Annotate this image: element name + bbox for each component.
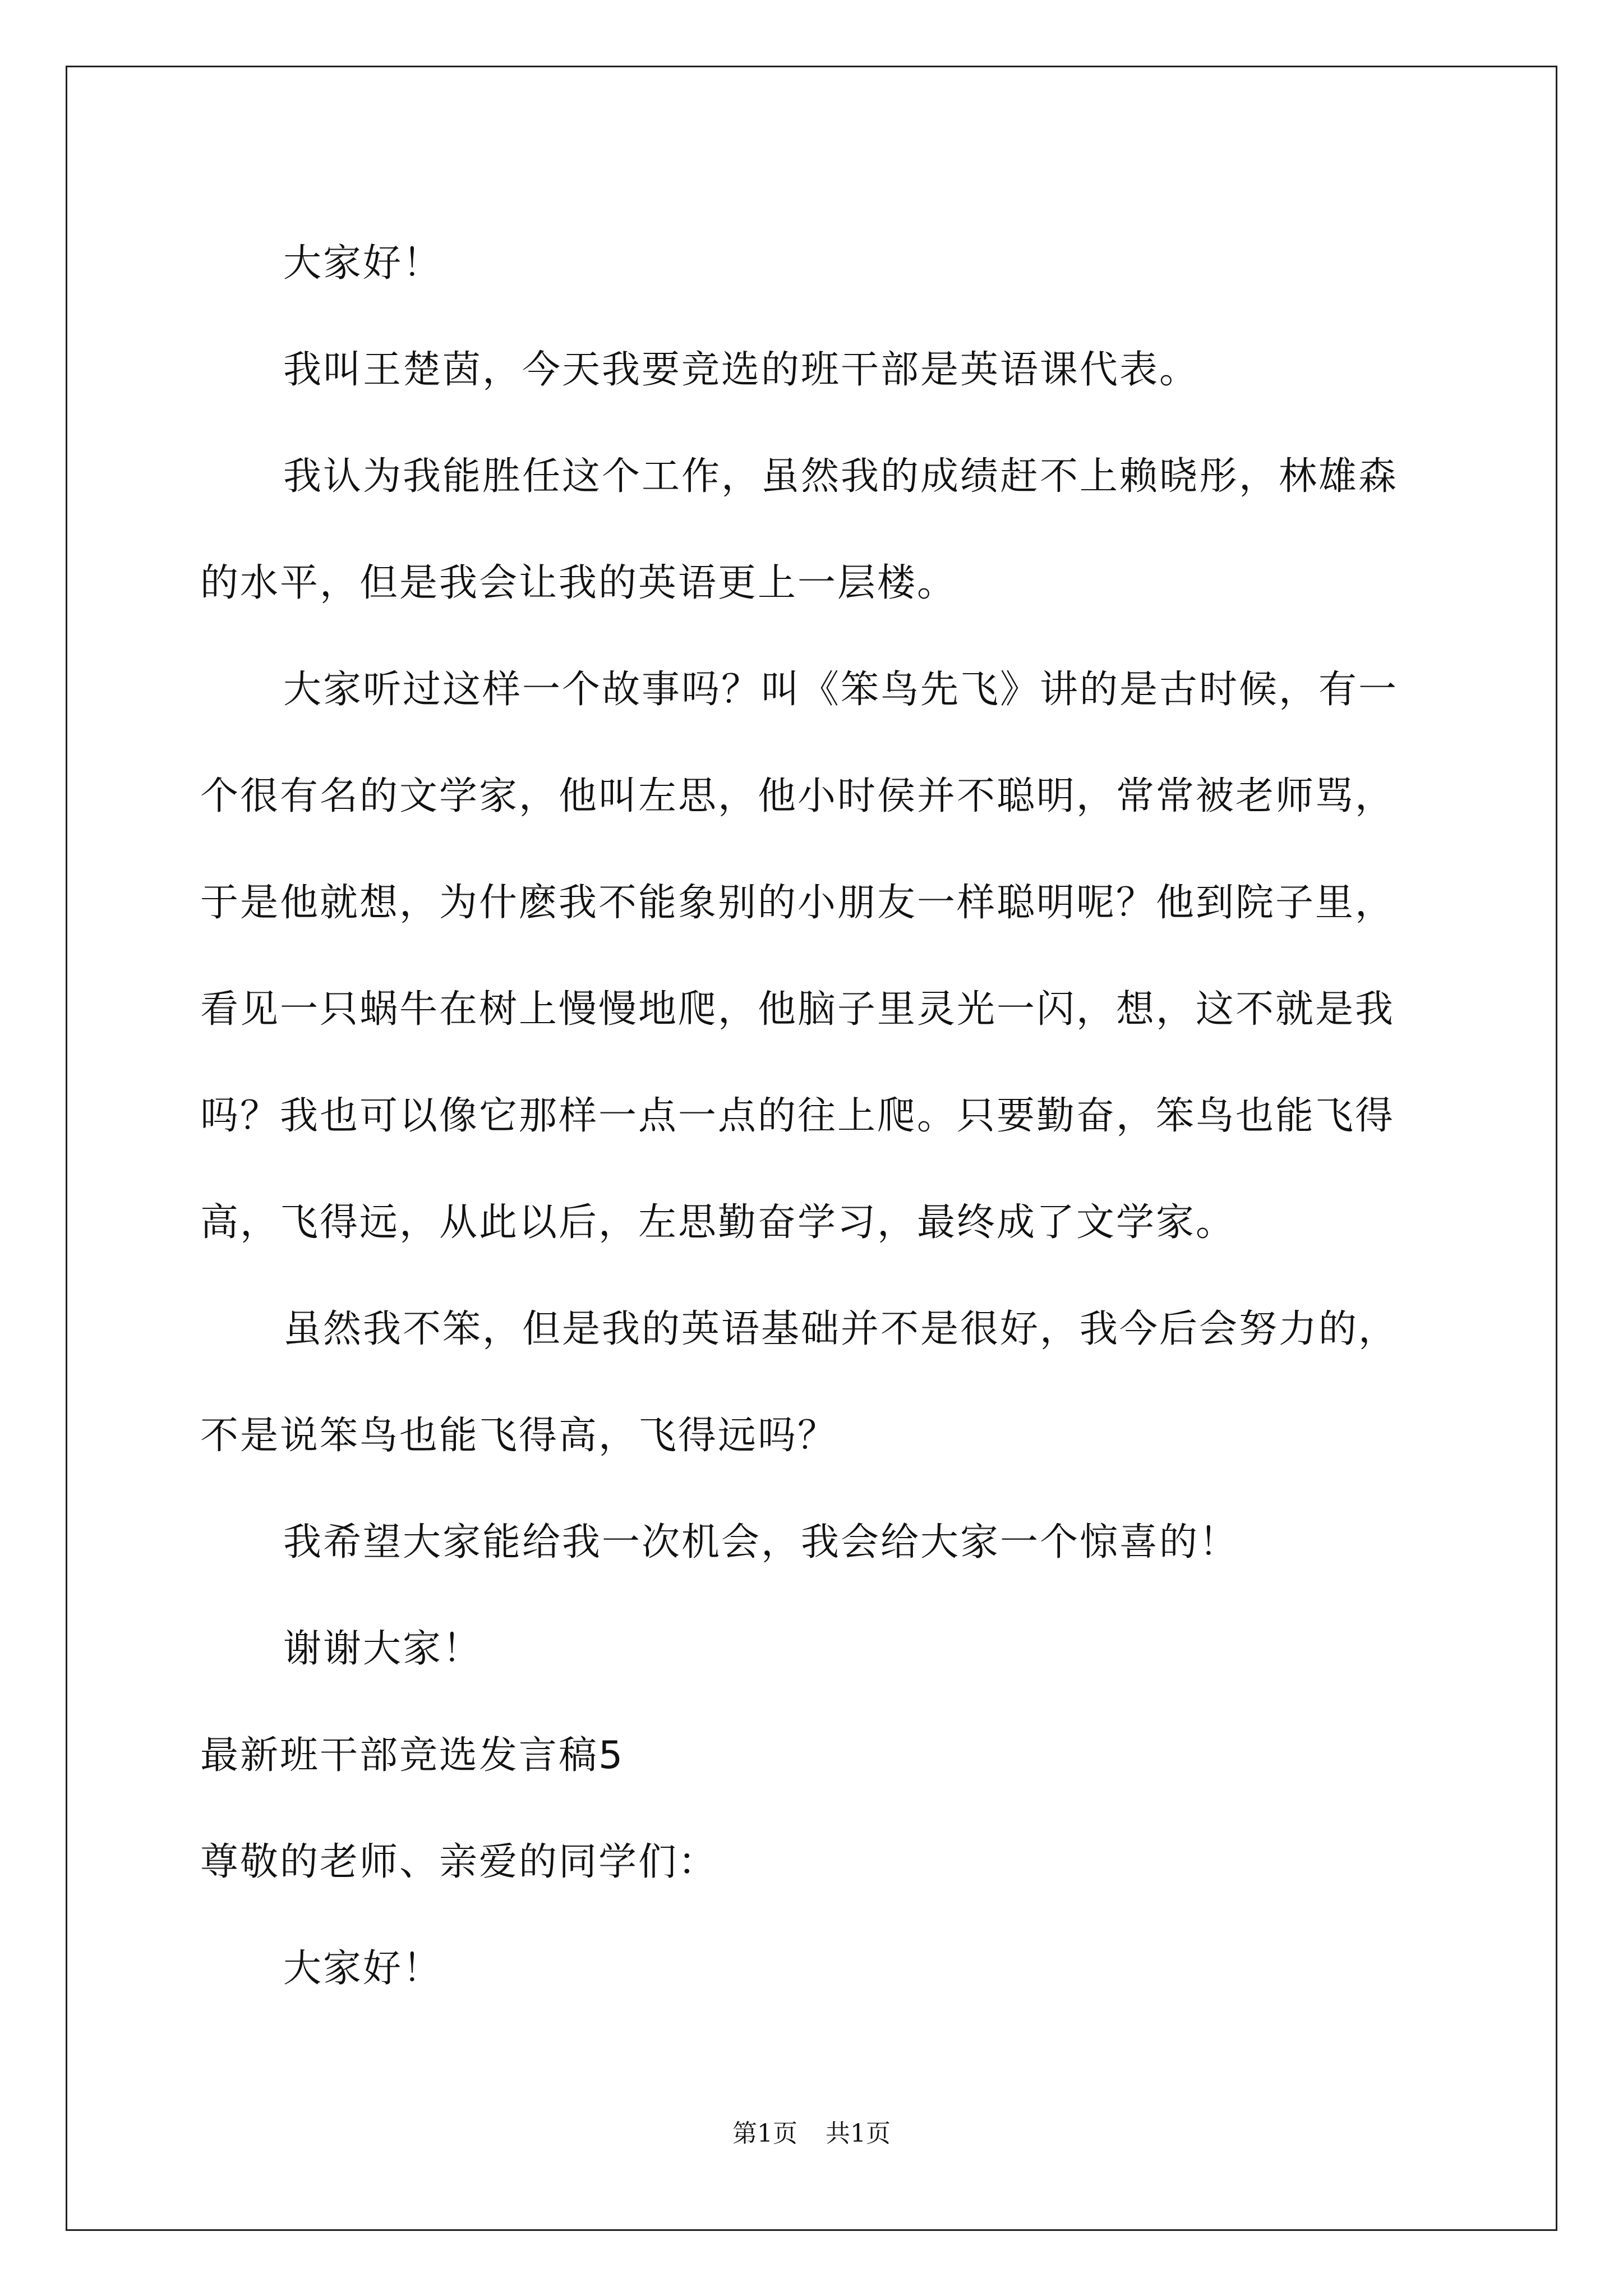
paragraph-salutation: 尊敬的老师、亲爱的同学们： [200, 1840, 718, 1884]
paragraph-thanks: 谢谢大家！ [283, 1627, 483, 1671]
page-number-current: 第1页 [732, 2119, 797, 2148]
paragraph-story: 大家听过这样一个故事吗？叫《笨鸟先飞》讲的是古时候，有一个很有名的文学家，他叫左思，他小时侯并不聪明，常常被老师骂，于是他就想，为什麽我不能象别的小朋友一样聪明呢？他到院子里，看见一只蜗牛在树上慢慢地爬，他脑子里灵光一闪，想，这不就是我吗？我也可以像它那样一点一点的往上爬。只要勤奋，笨鸟也能飞得高，飞得远，从此以后，左思勤奋学习，最终成了文学家。 [200, 668, 1399, 1245]
paragraph-commitment: 虽然我不笨，但是我的英语基础并不是很好，我今后会努力的，不是说笨鸟也能飞得高，飞得远吗？ [200, 1307, 1399, 1458]
paragraph-ability: 我认为我能胜任这个工作，虽然我的成绩赶不上赖晓彤，林雄森的水平，但是我会让我的英语更上一层楼。 [200, 454, 1399, 605]
paragraph-greeting: 大家好！ [283, 241, 443, 286]
paragraph-introduction: 我叫王楚茵，今天我要竞选的班干部是英语课代表。 [283, 348, 1200, 392]
page-footer [0, 2117, 1623, 2151]
paragraph-greeting-2: 大家好！ [283, 1947, 443, 1991]
document-body [200, 210, 1434, 2022]
paragraph-request: 我希望大家能给我一次机会，我会给大家一个惊喜的！ [283, 1520, 1239, 1565]
section-heading: 最新班干部竞选发言稿5 [200, 1733, 625, 1778]
page-number-total: 共1页 [826, 2119, 891, 2148]
